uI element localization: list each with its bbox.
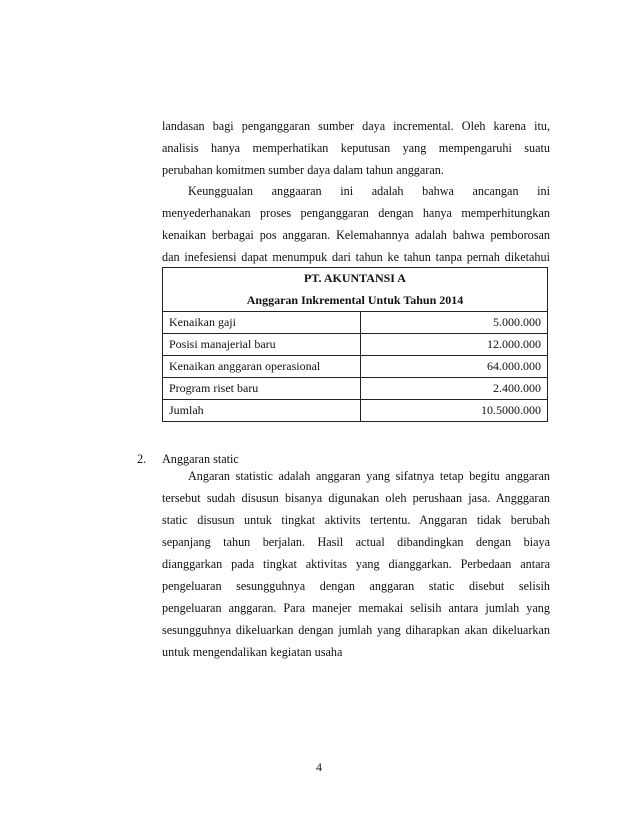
paragraph-line: Keungguala​n anggaaran ini adalah bahwa ancangan ini [188, 184, 550, 198]
paragraph-line: menyederhanakan proses penganggaran dengan hanya memperhitungkan [162, 206, 550, 220]
paragraph-line: untuk mengendalikan kegiatan usaha [162, 645, 343, 659]
table-row-total [163, 400, 548, 422]
table-cell-item: Program riset baru [163, 378, 361, 400]
paragraph-line: tersebut sudah disusun bisanya digunakan oleh perushaan jasa. Angggaran [162, 491, 550, 505]
paragraph-line: sepanjang tahun berjalan. Hasil actual dibandingkan dengan biaya [162, 535, 550, 549]
table-cell-amount: 64.000.000 [361, 356, 548, 378]
table-cell-item: Jumlah [163, 400, 361, 422]
table-cell-item: Kenaikan gaji [163, 312, 361, 334]
paragraph-2 [162, 180, 550, 268]
table-header-row [163, 289, 548, 312]
table-cell-amount: 5.000.000 [361, 312, 548, 334]
table-cell-amount: 12.000.000 [361, 334, 548, 356]
paragraph-line: perubahan komitmen sumber daya dalam tahun anggaran. [162, 163, 444, 177]
paragraph-line: dan inefesiensi dapat menumpuk dari tahun ke tahun tanpa pernah diketahui [162, 250, 550, 264]
budget-table [162, 267, 548, 422]
table-row [163, 378, 548, 400]
section-number: 2. [137, 452, 147, 466]
table-row [163, 312, 548, 334]
table-row [163, 334, 548, 356]
table-header-row [163, 268, 548, 290]
table-company-name: PT. AKUNTANSI A [163, 268, 548, 290]
paragraph-line: sesungguhnya dikeluarkan dengan jumlah yang diharapkan akan dikeluarkan [162, 623, 550, 637]
table-row [163, 356, 548, 378]
section-title: Anggaran static [162, 452, 239, 466]
table-cell-amount: 2.400.000 [361, 378, 548, 400]
paragraph-line: dianggarkan pada tingkat aktivitas yang dianggarkan. Perbedaan antara [162, 557, 550, 571]
paragraph-line: analisis hanya memperhatikan keputusan yang mempengaruhi suatu [162, 141, 550, 155]
paragraph-line: pengeluaran anggaran. Para manejer memakai selisih antara jumlah yang [162, 601, 550, 615]
table-title: Anggaran Inkremental Untuk Tahun 2014 [163, 289, 548, 312]
table-cell-item: Posisi manajerial baru [163, 334, 361, 356]
paragraph-line: landasan bagi penganggaran sumber daya incremental. Oleh karena itu, [162, 119, 550, 133]
paragraph-line: static disusun untuk tingkat aktivits tertentu. Anggaran tidak berubah [162, 513, 550, 527]
table-cell-amount: 10.5000.000 [361, 400, 548, 422]
page-number: 4 [316, 760, 322, 774]
paragraph-3 [162, 465, 550, 663]
paragraph-line: pengeluaran sesungguhnya dengan anggaran static disebut selisih [162, 579, 550, 593]
paragraph-1 [162, 115, 550, 181]
paragraph-line: kenaikan berbagai pos anggaran. Kelemahannya adalah bahwa pemborosan [162, 228, 550, 242]
paragraph-line: Angaran statistic adalah anggaran yang sifatnya tetap begitu anggaran [188, 469, 550, 483]
table-cell-item: Kenaikan anggaran operasional [163, 356, 361, 378]
